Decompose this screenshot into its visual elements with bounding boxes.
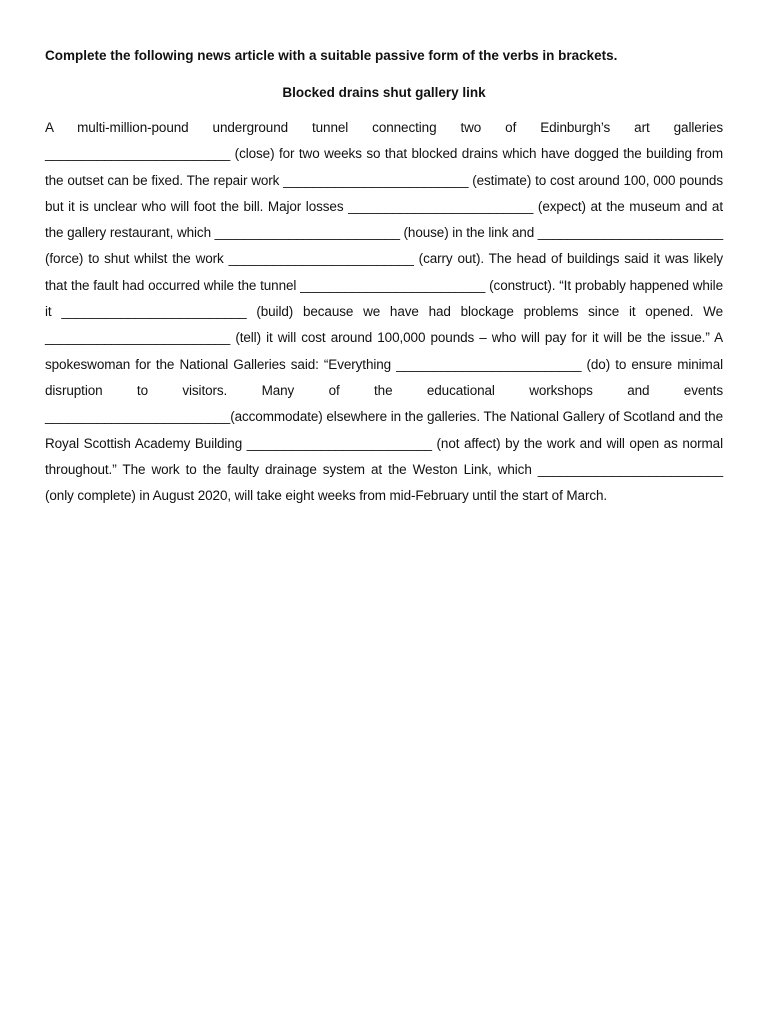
article-body: [45, 115, 727, 509]
article-text: A multi-million-pound underground tunnel connecting two of Edinburgh’s art galleries _________________________ (close) for two weeks so that blocked drains which have dogged the building from the outset can be fixed. The repair work _________________________ (estimate) to cost around 100, 000 pounds but it is unclear who will foot the bill. Major losses _________________________ (expect) at the museum and at the gallery restaurant, which _________________________ (house) in the link and _________________________ (force) to shut whilst the work _________________________ (carry out). The head of buildings said it was likely that the fault had occurred while the tunnel _________________________ (construct). “It probably happened while it _________________________ (build) because we have had blockage problems since it opened. We _________________________ (tell) it will cost around 100,000 pounds – who will pay for it will be the issue.” A spokeswoman for the National Galleries said: “Everything _________________________ (do) to ensure minimal disruption to visitors. Many of the educational workshops and events _________________________(accommodate) elsewhere in the galleries. The National Gallery of Scotland and the Royal Scottish Academy Building _________________________ (not affect) by the work and will open as normal throughout.” The work to the faulty drainage system at the Weston Link, which _________________________ (only complete) in August 2020, will take eight weeks from mid-February until the start of March.: [45, 120, 727, 504]
exercise-instruction: Complete the following news article with a suitable passive form of the verbs in brackets.: [45, 48, 618, 63]
worksheet-page: [45, 0, 727, 1024]
article-title: Blocked drains shut gallery link: [282, 85, 486, 100]
